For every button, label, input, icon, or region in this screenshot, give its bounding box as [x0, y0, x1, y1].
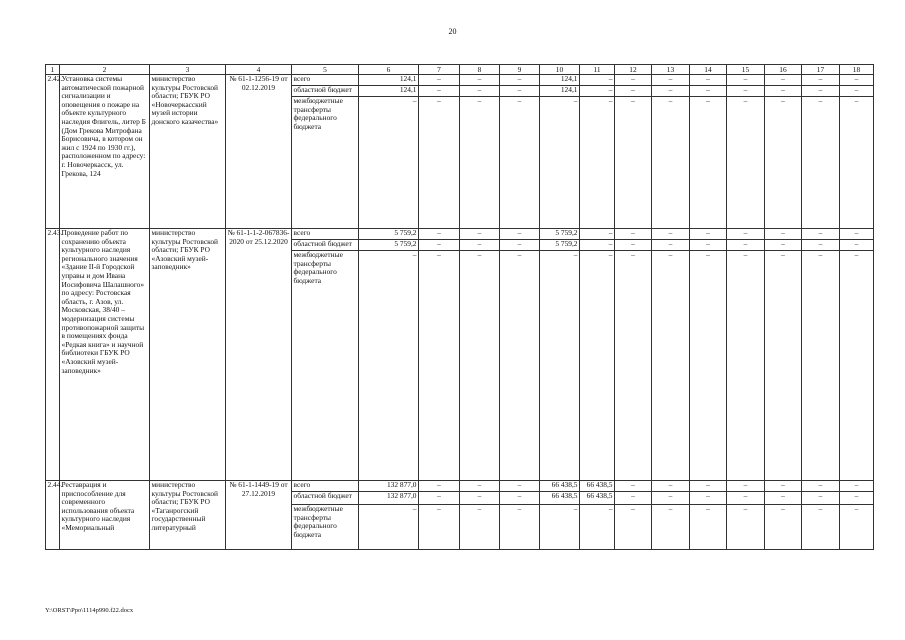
- value-col-6: 124,1: [359, 75, 419, 86]
- value-col-12: –: [615, 75, 652, 86]
- value-col-10: 66 438,5: [540, 492, 580, 505]
- value-col-17: –: [802, 75, 840, 86]
- value-col-17: –: [802, 481, 840, 492]
- value-col-11: –: [580, 97, 615, 229]
- value-col-16: –: [765, 505, 802, 550]
- funding-source: всего: [292, 75, 359, 86]
- value-col-7: –: [419, 86, 460, 97]
- header-col-13: 13: [652, 65, 690, 75]
- value-col-18: –: [840, 97, 874, 229]
- value-col-18: –: [840, 240, 874, 251]
- value-col-17: –: [802, 240, 840, 251]
- funding-source: межбюджетные трансферты федерального бюджета: [292, 97, 359, 229]
- budget-table: [45, 64, 874, 550]
- header-col-3: 3: [150, 65, 226, 75]
- value-col-15: –: [727, 505, 765, 550]
- value-col-10: 5 759,2: [540, 229, 580, 240]
- value-col-12: –: [615, 492, 652, 505]
- value-col-14: –: [690, 97, 727, 229]
- page-number: 20: [448, 27, 457, 36]
- header-col-9: 9: [500, 65, 540, 75]
- value-col-12: –: [615, 505, 652, 550]
- value-col-10: 66 438,5: [540, 481, 580, 492]
- value-col-14: –: [690, 492, 727, 505]
- row-document: № 61-1-1449-19 от 27.12.2019: [226, 481, 292, 550]
- value-col-7: –: [419, 251, 460, 481]
- value-col-10: –: [540, 505, 580, 550]
- value-col-17: –: [802, 492, 840, 505]
- value-col-15: –: [727, 75, 765, 86]
- value-col-13: –: [652, 240, 690, 251]
- value-col-16: –: [765, 240, 802, 251]
- value-col-12: –: [615, 251, 652, 481]
- value-col-8: –: [460, 481, 500, 492]
- row-description: Установка системы автоматической пожарной сигнализации и оповещения о пожаре на объекте культурного наследия Флигель, литер Б (Дом Грекова Митрофана Борисовича, в котором он жил с 1924 по 1930 гг.), расположенном по адресу: г. Новочеркасск, ул. Грекова, 124: [60, 75, 150, 229]
- funding-source: областной бюджет: [292, 492, 359, 505]
- header-col-6: 6: [359, 65, 419, 75]
- value-col-8: –: [460, 229, 500, 240]
- value-col-12: –: [615, 481, 652, 492]
- header-col-18: 18: [840, 65, 874, 75]
- value-col-7: –: [419, 240, 460, 251]
- value-col-16: –: [765, 97, 802, 229]
- value-col-9: –: [500, 240, 540, 251]
- row-description: Реставрация и приспособление для современного использования объекта культурного наследия «Мемориальный: [60, 481, 150, 550]
- value-col-12: –: [615, 86, 652, 97]
- value-col-18: –: [840, 86, 874, 97]
- table-row: [46, 481, 874, 492]
- table-body: [46, 65, 874, 550]
- value-col-15: –: [727, 481, 765, 492]
- value-col-11: –: [580, 86, 615, 97]
- value-col-13: –: [652, 229, 690, 240]
- value-col-18: –: [840, 492, 874, 505]
- row-document: № 61-1-1-2-067836-2020 от 25.12.2020: [226, 229, 292, 481]
- header-row: [46, 65, 874, 75]
- value-col-8: –: [460, 75, 500, 86]
- value-col-18: –: [840, 481, 874, 492]
- value-col-6: 124,1: [359, 86, 419, 97]
- value-col-9: –: [500, 86, 540, 97]
- value-col-14: –: [690, 505, 727, 550]
- value-col-13: –: [652, 251, 690, 481]
- row-description: Проведение работ по сохранению объекта культурного наследия регионального значения «Здание II-й Городской управы и дом Ивана Иосифовича Шалашного» по адресу: Ростовская область, г. Азов, ул. Московская, 38/40 – модернизация системы противопожарной защиты в помещениях фонда «Редкая книга» и научной библиотеки ГБУК РО «Азовский музей-заповедник»: [60, 229, 150, 481]
- funding-source: межбюджетные трансферты федерального бюджета: [292, 251, 359, 481]
- value-col-15: –: [727, 240, 765, 251]
- value-col-13: –: [652, 481, 690, 492]
- funding-source: областной бюджет: [292, 240, 359, 251]
- row-number: 2.44.: [46, 481, 60, 550]
- value-col-9: –: [500, 505, 540, 550]
- funding-source: межбюджетные трансферты федерального бюджета: [292, 505, 359, 550]
- value-col-8: –: [460, 492, 500, 505]
- header-col-5: 5: [292, 65, 359, 75]
- table-row: [46, 75, 874, 86]
- value-col-11: –: [580, 240, 615, 251]
- value-col-18: –: [840, 505, 874, 550]
- header-col-16: 16: [765, 65, 802, 75]
- value-col-14: –: [690, 75, 727, 86]
- value-col-14: –: [690, 229, 727, 240]
- value-col-11: –: [580, 505, 615, 550]
- value-col-6: –: [359, 505, 419, 550]
- header-col-2: 2: [60, 65, 150, 75]
- value-col-10: 5 759,2: [540, 240, 580, 251]
- value-col-7: –: [419, 492, 460, 505]
- value-col-17: –: [802, 97, 840, 229]
- value-col-17: –: [802, 229, 840, 240]
- value-col-17: –: [802, 505, 840, 550]
- value-col-14: –: [690, 86, 727, 97]
- row-organization: министерство культуры Ростовской области; ГБУК РО «Новочеркасский музей истории донского казачества»: [150, 75, 226, 229]
- value-col-7: –: [419, 505, 460, 550]
- value-col-13: –: [652, 505, 690, 550]
- value-col-13: –: [652, 97, 690, 229]
- value-col-17: –: [802, 251, 840, 481]
- table-row: [46, 229, 874, 240]
- value-col-12: –: [615, 240, 652, 251]
- value-col-16: –: [765, 251, 802, 481]
- row-number: 2.42.: [46, 75, 60, 229]
- value-col-16: –: [765, 481, 802, 492]
- value-col-18: –: [840, 251, 874, 481]
- value-col-9: –: [500, 229, 540, 240]
- value-col-9: –: [500, 97, 540, 229]
- value-col-10: 124,1: [540, 86, 580, 97]
- value-col-6: –: [359, 97, 419, 229]
- value-col-8: –: [460, 240, 500, 251]
- value-col-7: –: [419, 97, 460, 229]
- value-col-16: –: [765, 86, 802, 97]
- value-col-9: –: [500, 75, 540, 86]
- value-col-10: 124,1: [540, 75, 580, 86]
- value-col-6: –: [359, 251, 419, 481]
- value-col-10: –: [540, 251, 580, 481]
- header-col-12: 12: [615, 65, 652, 75]
- value-col-6: 5 759,2: [359, 229, 419, 240]
- value-col-7: –: [419, 481, 460, 492]
- value-col-13: –: [652, 75, 690, 86]
- value-col-9: –: [500, 492, 540, 505]
- header-col-15: 15: [727, 65, 765, 75]
- value-col-12: –: [615, 97, 652, 229]
- value-col-15: –: [727, 492, 765, 505]
- value-col-18: –: [840, 75, 874, 86]
- value-col-6: 5 759,2: [359, 240, 419, 251]
- value-col-8: –: [460, 505, 500, 550]
- header-col-4: 4: [226, 65, 292, 75]
- value-col-7: –: [419, 229, 460, 240]
- value-col-16: –: [765, 492, 802, 505]
- value-col-9: –: [500, 481, 540, 492]
- value-col-7: –: [419, 75, 460, 86]
- value-col-13: –: [652, 492, 690, 505]
- value-col-11: –: [580, 229, 615, 240]
- funding-source: всего: [292, 229, 359, 240]
- value-col-13: –: [652, 86, 690, 97]
- value-col-17: –: [802, 86, 840, 97]
- value-col-15: –: [727, 251, 765, 481]
- header-col-7: 7: [419, 65, 460, 75]
- value-col-6: 132 877,0: [359, 481, 419, 492]
- file-path-footer: Y:\ORST\Ppo\1114p990.f22.docx: [45, 607, 134, 614]
- value-col-8: –: [460, 251, 500, 481]
- row-organization: министерство культуры Ростовской области; ГБУК РО «Азовский музей-заповедник»: [150, 229, 226, 481]
- header-col-8: 8: [460, 65, 500, 75]
- header-col-17: 17: [802, 65, 840, 75]
- value-col-15: –: [727, 97, 765, 229]
- value-col-14: –: [690, 251, 727, 481]
- value-col-11: 66 438,5: [580, 481, 615, 492]
- value-col-14: –: [690, 481, 727, 492]
- value-col-11: 66 438,5: [580, 492, 615, 505]
- value-col-18: –: [840, 229, 874, 240]
- value-col-11: –: [580, 75, 615, 86]
- header-col-10: 10: [540, 65, 580, 75]
- value-col-6: 132 877,0: [359, 492, 419, 505]
- value-col-15: –: [727, 86, 765, 97]
- funding-source: областной бюджет: [292, 86, 359, 97]
- value-col-9: –: [500, 251, 540, 481]
- row-number: 2.43.: [46, 229, 60, 481]
- row-organization: министерство культуры Ростовской области; ГБУК РО «Таганрогский государственный литературный: [150, 481, 226, 550]
- value-col-16: –: [765, 229, 802, 240]
- value-col-15: –: [727, 229, 765, 240]
- value-col-8: –: [460, 97, 500, 229]
- value-col-12: –: [615, 229, 652, 240]
- header-col-14: 14: [690, 65, 727, 75]
- value-col-10: –: [540, 97, 580, 229]
- value-col-16: –: [765, 75, 802, 86]
- funding-source: всего: [292, 481, 359, 492]
- header-col-11: 11: [580, 65, 615, 75]
- row-document: № 61-1-1256-19 от 02.12.2019: [226, 75, 292, 229]
- header-col-1: 1: [46, 65, 60, 75]
- value-col-11: –: [580, 251, 615, 481]
- value-col-14: –: [690, 240, 727, 251]
- value-col-8: –: [460, 86, 500, 97]
